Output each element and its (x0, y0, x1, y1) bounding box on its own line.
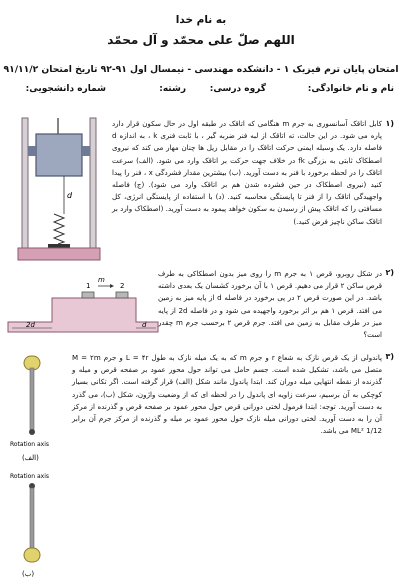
right-rail (90, 118, 96, 256)
salawat-heading: اللهم صلّ علی محمّد و آل محمّد (107, 33, 295, 47)
dim-2d-label: 2d (26, 321, 35, 329)
pendulum-figure-b (10, 470, 66, 580)
question-1-text: کابل اتاقک آسانسوری به جرم m هنگامی که اتاقک در طبقه اول در حال سکون قرار دارد پاره می شود. در این حالت، ته اتاقک از لبه فنر ضربه گیر ، با ثابت فنری k ، به اندازه d فاصله دارد. یک وسیله ایمنی حرکت اتاقک را در مقابل ریل ها چنان مهار می کند که نیروی اصطکاک ثابتی به بزرگی fk در خلاف جهت حرکت بر اتاقک وارد می شود. (الف) سرعت اتاقک را در لحظه برخورد با فنر به دست آورید. (ب) بیشترین مقدار فشردگی x ، فنر را پیدا کنید (نیروی اصطکاک در حین فشرده شدن هم بر اتاقک وارد می شود). (ج) فاصله واجهیدگی اتاقک را از فنر تا پایستگی محاسبه کنید. (د) با استفاده از پایستگی انرژی، کل مسافتی را که اتاقک پیش از رسیدن به سکون خواهد پیمود به دست آورید. (اصطکاک وارد بر اتاقک ساکن ناچیز فرض کنید.) (112, 119, 382, 226)
label-d: d (67, 191, 73, 200)
puck-2 (116, 292, 128, 298)
pivot-a (29, 429, 35, 435)
disk-b (24, 548, 40, 562)
student-id-label: شماره دانشجویی: (25, 84, 106, 94)
axis-caption-b: Rotation axis (10, 473, 50, 480)
left-rail (22, 118, 28, 256)
spring-base (48, 244, 70, 248)
question-1-number: ۱) (385, 119, 394, 128)
velocity-arrowhead (110, 284, 114, 288)
mass-label: m (98, 276, 105, 284)
elevator-cab (36, 134, 82, 176)
group-label: گروه درسی: (209, 84, 266, 94)
elevator-figure (18, 118, 100, 260)
name-label: نام و نام خانوادگی: (307, 84, 394, 94)
floor (18, 248, 100, 260)
puck-1 (82, 292, 94, 298)
figure-b-label: (ب) (22, 570, 35, 578)
puck-1-label: 1 (86, 282, 91, 290)
axis-caption-a: Rotation axis (10, 441, 50, 448)
table-collision-figure (8, 276, 158, 336)
question-3-number: ۳) (385, 352, 394, 361)
rod-b (30, 488, 34, 550)
pendulum-figure-a (10, 356, 66, 466)
question-3-text: پاندولی از یک قرص نازک به شعاع r و جرم m که به یک میله نازک به طول L = ۴r و جرم M = ۲m متصل می باشد، تشکیل شده است. جسم حامل می تواند حول محور عمود بر صفحه قرص و میله و گذرنده از نقطه انتهایی میله دوران کند. ابتدا پاندول مانند شکل (الف) قرار گرفته است. اگر تکانی بسیار کوچکی به آن برسیم، سرعت زاویه ای پاندول را در لحظه ای که از وضعیت واژون، شکل (ب)، می گذرد به دست آورید. توجه: ابتدا فرمول لختی دورانی قرص حول محور عمود بر صفحه قرص و گذرنده از مرکز آن را به دست آورید. لختی دورانی میله نازک حول محور عمود بر میله و گذرنده از مرکز جرم آن برابر 1/12 ML² می باشد. (72, 353, 382, 436)
spring (54, 214, 64, 244)
bismillah-heading: به نام خدا (175, 14, 227, 26)
question-2-text: در شکل روبرو، قرص ۱ به جرم m را روی میز بدون اصطکاکی به طرف قرص ساکن ۲ قرار می دهیم. قرص ۱ با آن برخورد کشسان یک بعدی داشته باشد. در این صورت قرص ۲ در پی برخورد در فاصله d از پایه میز به زمین می افتد. قرص ۱ هم بر اثر برخورد واجهیده می شود و در فاصله 2d از پایه میز در طرف مقابل به زمین می افتد. جرم قرص ۲ برحسب جرم m چقدر است؟ (158, 269, 382, 340)
brake-right (82, 146, 90, 156)
puck-2-label: 2 (120, 282, 125, 290)
rod-a (30, 368, 34, 430)
brake-left (28, 146, 36, 156)
major-label: رشته: (159, 84, 186, 94)
dim-d-label: d (142, 321, 147, 329)
question-2-number: ۲) (385, 268, 394, 277)
figure-a-label: (الف) (22, 454, 39, 462)
exam-title: امتحان پایان ترم فیزیک ۱ - دانشکده مهندسی - نیمسال اول ۹۱-۹۲ تاریخ امتحان ۹۱/۱۱/۲ (3, 64, 399, 75)
